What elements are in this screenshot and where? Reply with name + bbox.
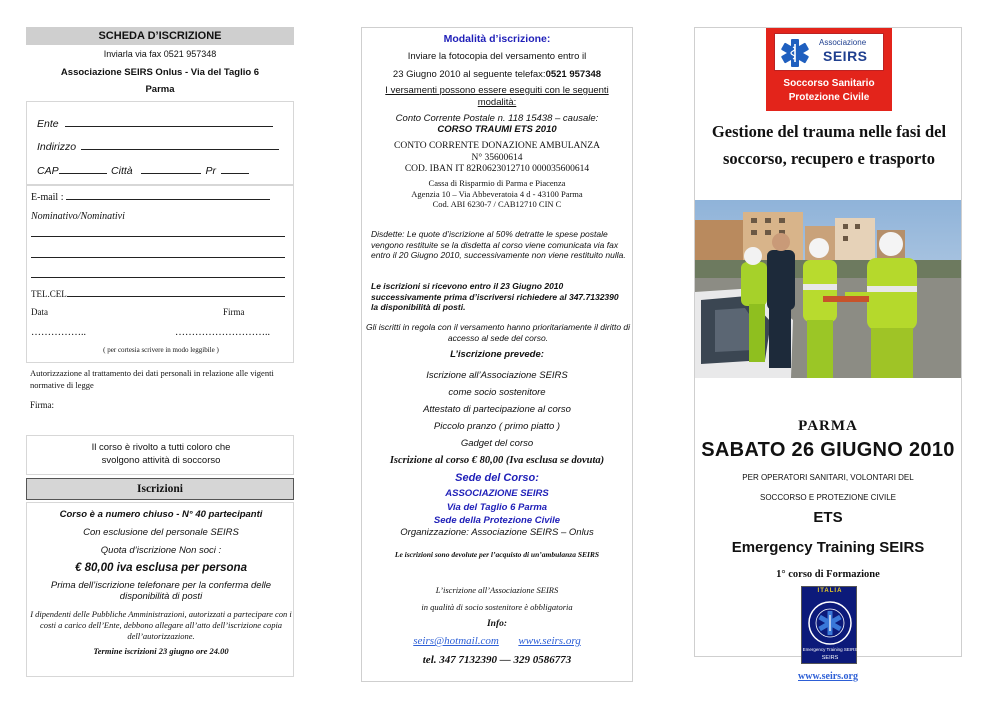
signature-label: Firma: bbox=[30, 400, 54, 410]
priority-text: Gli iscritti in regola con il versamento hanno prioritariamente il diritto di accesso al sede del corso. bbox=[365, 322, 631, 343]
postal-account: Conto Corrente Postale n. 118 15438 – causale: bbox=[395, 113, 599, 124]
payment-column bbox=[361, 27, 633, 682]
bank-codes: Cod. ABI 6230-7 / CAB12710 CIN C bbox=[432, 199, 562, 209]
includes-list bbox=[362, 367, 632, 452]
membership-line-1: L’iscrizione all’Associazione SEIRS bbox=[435, 585, 559, 595]
public-employees: I dipendenti delle Pubbliche Amministrazioni, autorizzati a partecipare con i costi a carico dell’Ente, debbono allegare all’atto dell’iscrizione copia dell’autorizzazione. bbox=[30, 609, 292, 641]
venue-line-1: ASSOCIAZIONE SEIRS bbox=[445, 488, 549, 499]
registration-received: Le iscrizioni si ricevono entro il 23 Giugno 2010 successivamente prima d’iscriversi richiedere al 347.7132390 la disponibilità di posti. bbox=[371, 281, 619, 312]
name-line-1[interactable] bbox=[31, 236, 285, 237]
price: € 80,00 iva esclusa per persona bbox=[75, 562, 247, 574]
bank-line-1: CONTO CORRENTE DONAZIONE AMBULANZA bbox=[394, 141, 600, 151]
logo-assoc: Associazione bbox=[819, 38, 867, 47]
venue-title: Sede del Corso: bbox=[455, 472, 539, 484]
postal-causale: CORSO TRAUMI ETS 2010 bbox=[437, 124, 557, 135]
course-number: 1° corso di Formazione bbox=[776, 569, 880, 580]
ets-title: ETS bbox=[813, 509, 843, 526]
fax-deadline bbox=[362, 69, 632, 80]
audience-line: PER OPERATORI SANITARI, VOLONTARI DEL SOCCORSO E PROTEZIONE CIVILE bbox=[742, 473, 914, 502]
iscrizioni-box bbox=[26, 502, 294, 677]
badge-ring-text: Emergency Training SEIRS bbox=[802, 647, 858, 652]
phone-confirm: Prima dell’iscrizione telefonare per la conferma delle disponibilità di posti bbox=[50, 580, 272, 602]
footer-website-link[interactable]: www.seirs.org bbox=[798, 671, 858, 682]
list-item: Attestato di partecipazione al corso bbox=[423, 404, 571, 415]
badge-top: ITALIA bbox=[817, 588, 843, 594]
indirizzo-label: Indirizzo bbox=[37, 141, 77, 153]
city-line: Parma bbox=[145, 84, 175, 95]
logo-name: SEIRS bbox=[823, 48, 868, 64]
tel-label: TEL.CEL bbox=[31, 289, 67, 299]
info-label: Info: bbox=[486, 619, 508, 629]
pr-label: Pr bbox=[205, 165, 217, 177]
cap-city-field[interactable] bbox=[37, 161, 292, 179]
registration-column bbox=[26, 27, 294, 677]
firma-label-top: Firma bbox=[223, 307, 245, 317]
venue-line-3: Sede della Protezione Civile bbox=[433, 515, 561, 526]
city-title: PARMA bbox=[798, 418, 858, 434]
registration-header: SCHEDA D’ISCRIZIONE bbox=[26, 27, 294, 45]
fax-deadline-text: 23 Giugno 2010 al seguente telefax: bbox=[392, 69, 546, 80]
bank-agency: Agenzia 10 – Via Abbeveratoia 4 d - 43100 Parma bbox=[411, 188, 583, 199]
membership-line-2: in qualità di socio sostenitore è obbligatoria bbox=[421, 602, 573, 612]
venue-line-2: Via del Taglio 6 Parma bbox=[446, 501, 548, 513]
citta-label: Città bbox=[111, 165, 133, 177]
ambulance-note: Le iscrizioni sono devolute per l’acquisto di un’ambulanza SEIRS bbox=[394, 550, 600, 559]
rescue-photo bbox=[695, 200, 961, 378]
bank-account bbox=[362, 141, 632, 176]
iscrizioni-header: Iscrizioni bbox=[26, 478, 294, 500]
badge-star-of-life-icon bbox=[807, 600, 853, 646]
indirizzo-field[interactable] bbox=[37, 137, 287, 155]
main-title: Gestione del trauma nelle fasi del soccorso, recupero e trasporto bbox=[711, 122, 947, 168]
bank-name: Cassa di Risparmio di Parma e Piacenza bbox=[428, 178, 566, 188]
fax-line: Inviarla via fax 0521 957348 bbox=[103, 49, 217, 59]
logo-white-panel bbox=[774, 33, 884, 71]
organizer: Organizzazione: Associazione SEIRS – Onlus bbox=[400, 527, 594, 538]
cancellation-text: Disdette: Le quote d’iscrizione al 50% detratte le spese postale vengono restituite se la disdetta al corso viene comunicata via fax entro il 20 Giugno 2010, successivamente non viene restituito nulla. bbox=[371, 229, 626, 260]
venue-address bbox=[362, 487, 632, 528]
deadline: Termine iscrizioni 23 giugno ore 24.00 bbox=[93, 646, 229, 656]
nominativo-label: Nominativo/Nominativi bbox=[31, 211, 125, 222]
bank-line-2: N° 35600614 bbox=[471, 152, 523, 163]
name-line-3[interactable] bbox=[31, 277, 285, 278]
email-field[interactable] bbox=[31, 191, 289, 203]
name-line-2[interactable] bbox=[31, 257, 285, 258]
star-of-life-icon bbox=[779, 37, 811, 69]
date-dots[interactable]: …………….. bbox=[31, 327, 86, 338]
quota-label: Quota d’iscrizione Non soci : bbox=[100, 545, 222, 556]
association-line: Associazione SEIRS Onlus - Via del Taglio 6 bbox=[60, 67, 260, 78]
tel-field[interactable] bbox=[31, 289, 293, 299]
list-item: Gadget del corso bbox=[460, 438, 534, 449]
email-label: E-mail : bbox=[31, 192, 64, 203]
bank-line-3: COD. IBAN IT 82R0623012710 000035600614 bbox=[404, 164, 590, 174]
signature-dots[interactable]: ……………………….. bbox=[175, 327, 270, 338]
fax-number: 0521 957348 bbox=[545, 69, 602, 80]
closed-number: Corso è a numero chiuso - N° 40 partecipanti bbox=[59, 509, 263, 520]
target-text: Il corso è rivolto a tutti coloro che svolgono attività di soccorso bbox=[91, 442, 231, 466]
form-top-box bbox=[26, 101, 294, 185]
ets-fullname: Emergency Training SEIRS bbox=[731, 539, 925, 556]
ente-label: Ente bbox=[37, 118, 59, 130]
privacy-text: Autorizzazione al trattamento dei dati personali in relazione alle vigenti normative di legge bbox=[30, 368, 274, 390]
cover-column bbox=[694, 27, 962, 661]
phone-numbers: tel. 347 7132390 — 329 0586773 bbox=[422, 654, 572, 666]
website-link[interactable]: www.seirs.org bbox=[518, 635, 581, 647]
badge-bottom: SEIRS bbox=[821, 655, 839, 661]
seirs-logo bbox=[766, 28, 892, 111]
target-box bbox=[26, 435, 294, 475]
logo-line-1: Soccorso Sanitario bbox=[783, 78, 875, 89]
ente-field[interactable] bbox=[37, 114, 287, 132]
cap-label: CAP bbox=[37, 165, 59, 177]
email-link[interactable]: seirs@hotmail.com bbox=[413, 635, 499, 647]
payment-methods: I versamenti possono essere eseguiti con le seguenti modalità: bbox=[385, 85, 609, 108]
course-cost: Iscrizione al corso € 80,00 (Iva esclusa se dovuta) bbox=[389, 455, 605, 466]
form-bottom-box bbox=[26, 185, 294, 363]
bank-details bbox=[362, 178, 632, 210]
list-item: Iscrizione all’Associazione SEIRS bbox=[426, 370, 568, 381]
staff-exclusion: Con esclusione del personale SEIRS bbox=[83, 527, 239, 538]
list-item: Piccolo pranzo ( primo piatto ) bbox=[433, 421, 561, 432]
event-date: SABATO 26 GIUGNO 2010 bbox=[701, 439, 955, 461]
send-copy: Inviare la fotocopia del versamento entro il bbox=[407, 51, 587, 62]
ets-badge bbox=[801, 586, 857, 664]
contact-links bbox=[362, 635, 632, 647]
list-item: come socio sostenitore bbox=[448, 387, 546, 398]
modalita-title: Modalità d’iscrizione: bbox=[443, 33, 551, 45]
data-label: Data bbox=[31, 307, 48, 317]
legibility-note: ( per cortesia scrivere in modo leggibile ) bbox=[103, 346, 219, 354]
logo-line-2: Protezione Civile bbox=[788, 92, 870, 103]
includes-title: L’iscrizione prevede: bbox=[450, 349, 544, 360]
